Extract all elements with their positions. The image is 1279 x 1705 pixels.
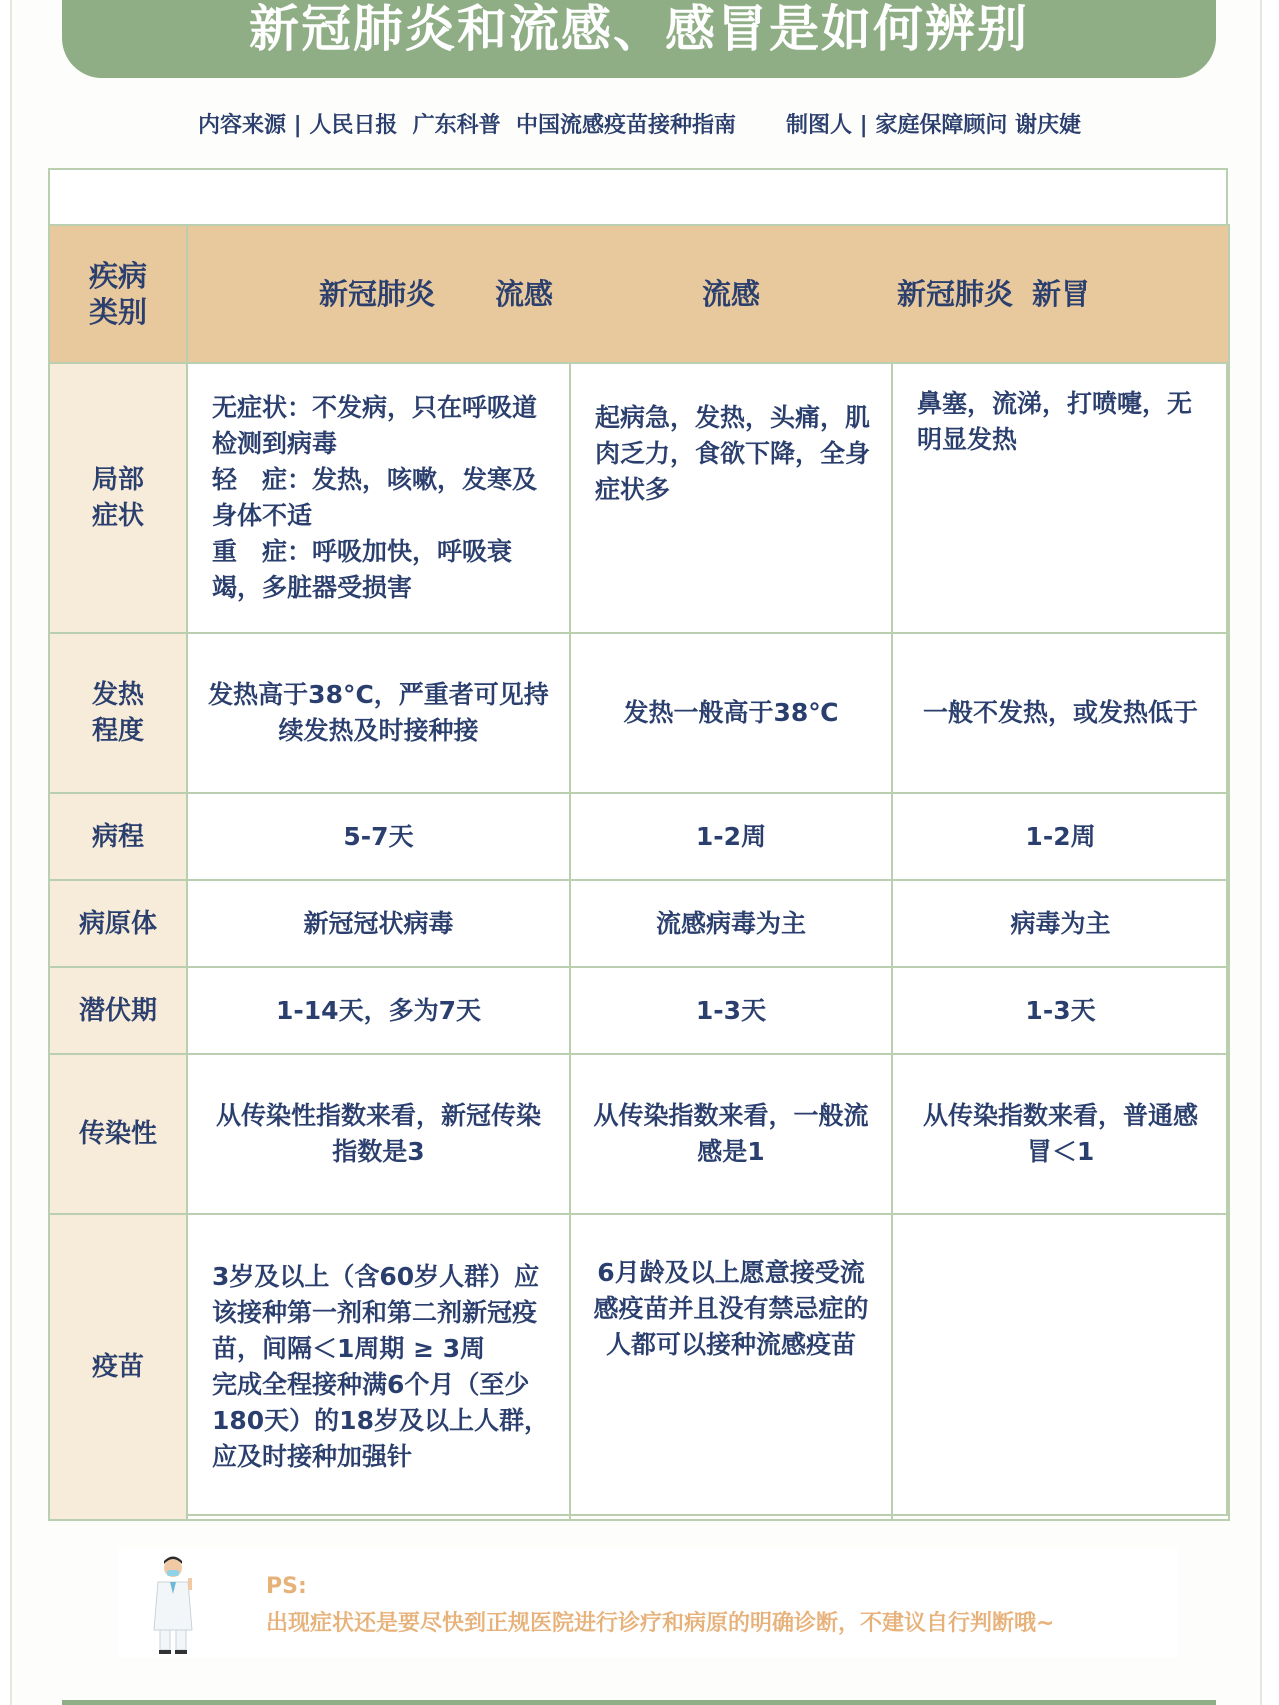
row-category: 潜伏期: [49, 967, 187, 1054]
row-category: 局部症状: [49, 363, 187, 633]
bottom-bar: [62, 1700, 1216, 1705]
table-row: [49, 1054, 1229, 1214]
cell-covid: 新冠冠状病毒: [187, 880, 570, 967]
row-category: 病原体: [49, 880, 187, 967]
table-header-row: [49, 225, 1229, 363]
comparison-table: [48, 224, 1230, 1521]
doctor-illustration: [118, 1548, 228, 1658]
cell-cold: 鼻塞，流涕，打喷嚏，无明显发热: [892, 363, 1229, 633]
row-category: 疫苗: [49, 1214, 187, 1520]
content-source: 内容来源 | 人民日报 广东科普 中国流感疫苗接种指南: [197, 113, 736, 138]
row-category: 病程: [49, 793, 187, 880]
header-col1: 新冠肺炎: [319, 277, 436, 311]
row-category: 传染性: [49, 1054, 187, 1214]
header-col3-b: 新冒: [1032, 277, 1091, 311]
header-columns: [187, 225, 1229, 363]
cell-covid: 无症状：不发病，只在呼吸道检测到病毒 轻 症：发热，咳嗽，发寒及身体不适 重 症：呼吸加快，呼吸衰竭，多脏器受损害: [187, 363, 570, 633]
table-row: [49, 880, 1229, 967]
cell-flu: 流感病毒为主: [570, 880, 892, 967]
cell-cold: [892, 1214, 1229, 1520]
ps-label: PS:: [266, 1574, 307, 1599]
cell-cold: 从传染指数来看，普通感冒＜1: [892, 1054, 1229, 1214]
cell-flu: 1-2周: [570, 793, 892, 880]
header-col3: 新冠肺炎: [897, 277, 1014, 311]
table-row: [49, 1214, 1229, 1520]
cell-flu: 6月龄及以上愿意接受流感疫苗并且没有禁忌症的人都可以接种流感疫苗: [570, 1214, 892, 1520]
ps-message: 出现症状还是要尽快到正规医院进行诊疗和病原的明确诊断，不建议自行判断哦~: [266, 1611, 1055, 1636]
header-col1-b: 流感: [495, 277, 554, 311]
cell-flu: 从传染指数来看，一般流感是1: [570, 1054, 892, 1214]
page-title: 新冠肺炎和流感、感冒是如何辨别: [249, 0, 1029, 58]
source-line: [0, 108, 1279, 139]
table-row: [49, 363, 1229, 633]
cell-covid: 从传染性指数来看，新冠传染指数是3: [187, 1054, 570, 1214]
cell-covid: 1-14天，多为7天: [187, 967, 570, 1054]
cell-covid: 3岁及以上（含60岁人群）应该接种第一剂和第二剂新冠疫苗，间隔＜1周期 ≥ 3周 完成全程接种满6个月（至少180天）的18岁及以上人群，应及时接种加强针: [187, 1214, 570, 1520]
ps-note: [118, 1548, 1178, 1658]
table-row: [49, 967, 1229, 1054]
cell-covid: 发热高于38°C，严重者可见持续发热及时接种接: [187, 633, 570, 793]
title-banner: [62, 0, 1216, 78]
cell-cold: 1-2周: [892, 793, 1229, 880]
cell-covid: 5-7天: [187, 793, 570, 880]
cell-flu: 1-3天: [570, 967, 892, 1054]
author-credit: 制图人 | 家庭保障顾问 谢庆婕: [785, 113, 1081, 138]
table-row: [49, 793, 1229, 880]
cell-cold: 病毒为主: [892, 880, 1229, 967]
row-category: 发热程度: [49, 633, 187, 793]
cell-flu: 起病急，发热，头痛，肌肉乏力，食欲下降，全身症状多: [570, 363, 892, 633]
cell-cold: 1-3天: [892, 967, 1229, 1054]
header-col2: 流感: [702, 277, 761, 311]
header-category: 疾病类别: [49, 225, 187, 363]
cell-cold: 一般不发热，或发热低于: [892, 633, 1229, 793]
cell-flu: 发热一般高于38℃: [570, 633, 892, 793]
table-row: [49, 633, 1229, 793]
